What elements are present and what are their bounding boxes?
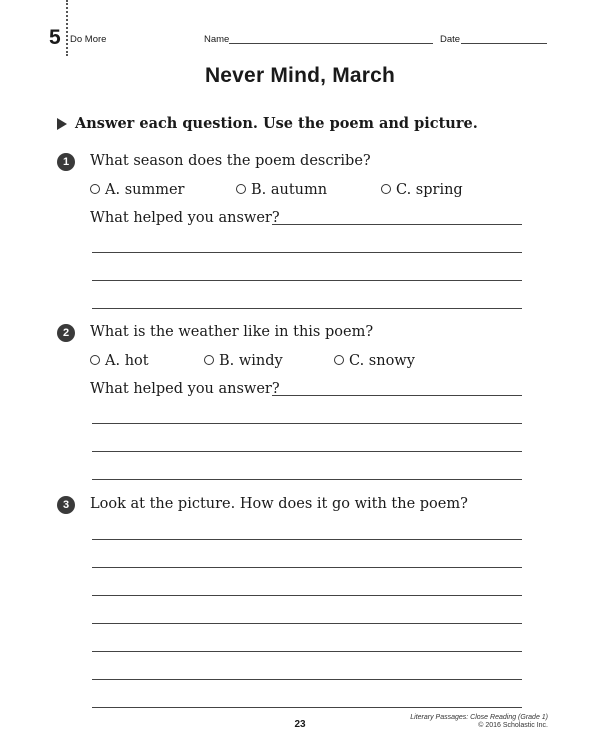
q2-prompt: What helped you answer? bbox=[90, 381, 280, 397]
instructions: Answer each question. Use the poem and picture. bbox=[75, 115, 478, 132]
writing-line[interactable] bbox=[92, 539, 522, 540]
writing-line[interactable] bbox=[92, 423, 522, 424]
writing-line[interactable] bbox=[92, 567, 522, 568]
question-2-text: What is the weather like in this poem? bbox=[90, 324, 374, 340]
writing-line[interactable] bbox=[92, 280, 522, 281]
writing-line[interactable] bbox=[92, 479, 522, 480]
name-field[interactable] bbox=[229, 43, 433, 44]
q2-option-c[interactable]: C. snowy bbox=[334, 353, 415, 369]
page-title: Never Mind, March bbox=[204, 64, 396, 87]
date-field[interactable] bbox=[461, 43, 547, 44]
radio-circle-icon[interactable] bbox=[334, 355, 344, 365]
question-number-badge: 3 bbox=[57, 496, 75, 514]
q1-prompt: What helped you answer? bbox=[90, 210, 280, 226]
q1-answer-line[interactable] bbox=[272, 224, 522, 225]
writing-line[interactable] bbox=[92, 451, 522, 452]
name-label: Name bbox=[204, 34, 230, 45]
radio-circle-icon[interactable] bbox=[90, 355, 100, 365]
question-3-text: Look at the picture. How does it go with the poem? bbox=[90, 496, 468, 512]
writing-line[interactable] bbox=[92, 707, 522, 708]
copyright: © 2016 Scholastic Inc. bbox=[478, 722, 548, 729]
question-1-text: What season does the poem describe? bbox=[90, 153, 371, 169]
q2-option-b[interactable]: B. windy bbox=[204, 353, 283, 369]
question-number-badge: 1 bbox=[57, 153, 75, 171]
radio-circle-icon[interactable] bbox=[90, 184, 100, 194]
q1-option-a[interactable]: A. summer bbox=[90, 182, 184, 198]
radio-circle-icon[interactable] bbox=[236, 184, 246, 194]
writing-line[interactable] bbox=[92, 252, 522, 253]
q2-answer-line[interactable] bbox=[272, 395, 522, 396]
radio-circle-icon[interactable] bbox=[204, 355, 214, 365]
writing-line[interactable] bbox=[92, 595, 522, 596]
radio-circle-icon[interactable] bbox=[381, 184, 391, 194]
q1-option-c[interactable]: C. spring bbox=[381, 182, 463, 198]
date-label: Date bbox=[440, 34, 461, 45]
q1-option-b[interactable]: B. autumn bbox=[236, 182, 327, 198]
writing-line[interactable] bbox=[92, 623, 522, 624]
writing-line[interactable] bbox=[92, 679, 522, 680]
lesson-label: Do More bbox=[70, 34, 107, 45]
q2-option-a[interactable]: A. hot bbox=[90, 353, 149, 369]
writing-line[interactable] bbox=[92, 651, 522, 652]
book-title: Literary Passages: Close Reading (Grade 1) bbox=[410, 714, 548, 721]
page-number: 23 bbox=[294, 719, 306, 730]
question-number-badge: 2 bbox=[57, 324, 75, 342]
margin-dotted-line bbox=[66, 0, 68, 56]
writing-line[interactable] bbox=[92, 308, 522, 309]
play-arrow-icon bbox=[57, 118, 67, 130]
lesson-number: 5 bbox=[49, 26, 61, 49]
